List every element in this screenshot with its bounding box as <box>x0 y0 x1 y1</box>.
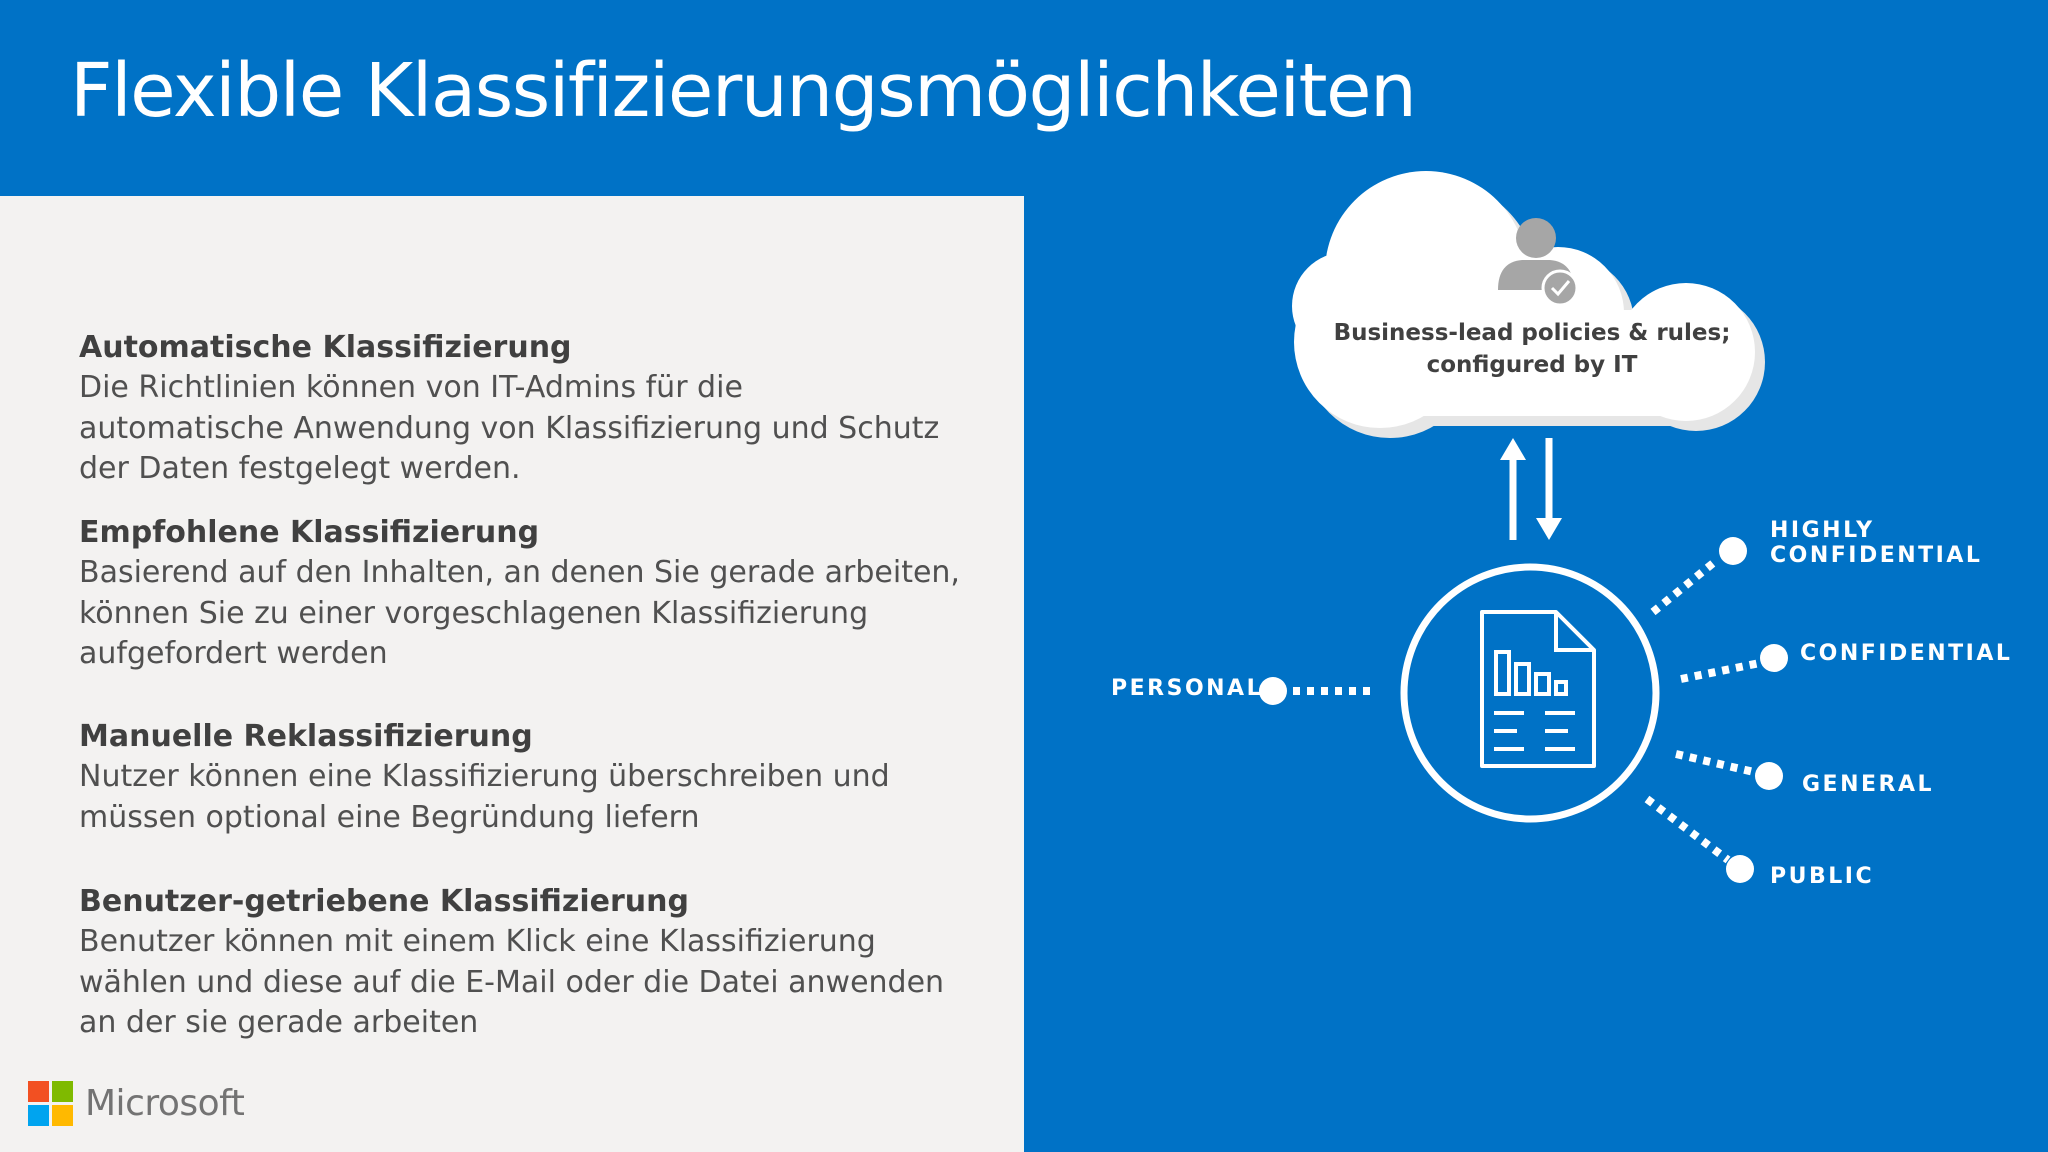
slide-title: Flexible Klassifizierungsmöglichkeiten <box>70 48 1416 134</box>
connector-dots <box>1259 537 1788 883</box>
label-confidential: CONFIDENTIAL <box>1800 641 2013 666</box>
feature-body: Benutzer können mit einem Klick eine Klassifizierung wählen und diese auf die E-Mail oder die Datei anwenden an der sie gerade arbeiten <box>79 924 945 1040</box>
feature-automatic <box>79 328 979 490</box>
feature-heading: Benutzer-getriebene Klassifizierung <box>79 884 689 919</box>
feature-manual <box>79 717 979 838</box>
microsoft-wordmark: Microsoft <box>85 1083 245 1124</box>
label-general: GENERAL <box>1802 772 1935 797</box>
connector-lines <box>1293 560 1760 860</box>
cloud-shape <box>1292 171 1765 438</box>
feature-heading: Automatische Klassifizierung <box>79 330 572 365</box>
cloud-caption: Business-lead policies & rules; configured by IT <box>1333 320 1731 378</box>
feature-body: Basierend auf den Inhalten, an denen Sie gerade arbeiten, können Sie zu einer vorgeschlagenen Klassifizierung aufgefordert werden <box>79 555 960 671</box>
microsoft-logo <box>28 1081 244 1126</box>
feature-panel <box>0 196 1024 1152</box>
feature-heading: Manuelle Reklassifizierung <box>79 719 533 754</box>
arrow-down-icon <box>1536 438 1562 540</box>
feature-recommended <box>79 513 979 675</box>
document-chart-icon <box>1482 612 1594 766</box>
feature-body: Die Richtlinien können von IT-Admins für die automatische Anwendung von Klassifizierung und Schutz der Daten festgelegt werden. <box>79 370 940 486</box>
microsoft-logo-icon <box>28 1081 73 1126</box>
label-personal: PERSONAL <box>1111 676 1264 701</box>
feature-body: Nutzer können eine Klassifizierung überschreiben und müssen optional eine Begründung liefern <box>79 759 890 835</box>
label-public: PUBLIC <box>1770 864 1875 889</box>
arrow-up-icon <box>1500 438 1526 540</box>
feature-heading: Empfohlene Klassifizierung <box>79 515 540 550</box>
feature-user-driven <box>79 882 979 1044</box>
label-highly-confidential: HIGHLY CONFIDENTIAL <box>1770 518 1983 568</box>
